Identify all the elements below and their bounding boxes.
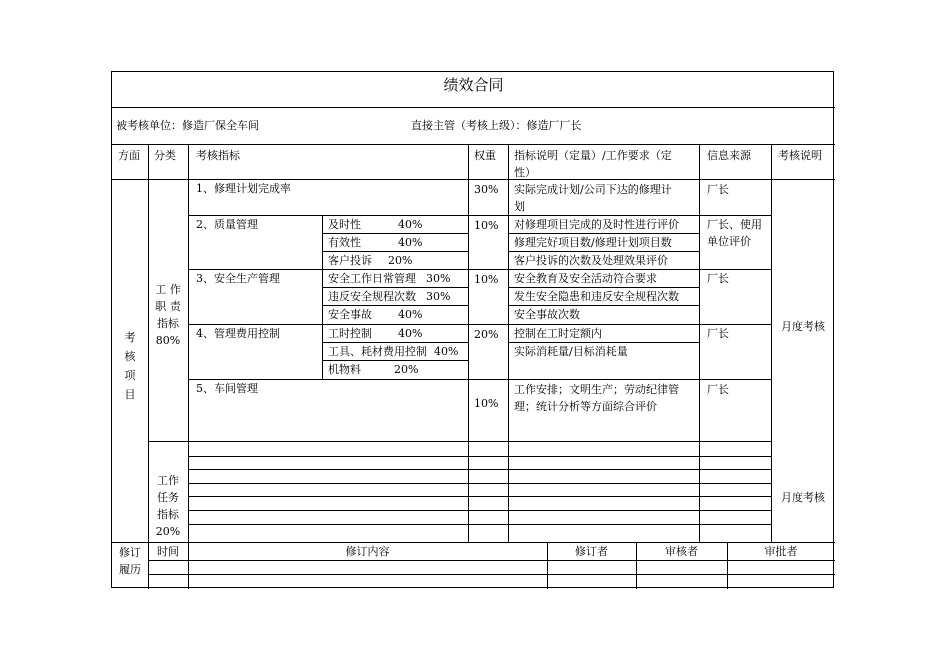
sub-indicator bbox=[324, 252, 468, 269]
revision-label-line: 履历 bbox=[119, 563, 141, 576]
rule bbox=[188, 144, 189, 589]
sub-description: 修理完好项目数/修理计划项目数 bbox=[514, 236, 672, 249]
revision-time-header: 时间 bbox=[157, 545, 179, 558]
indicator-source: 厂长 bbox=[707, 272, 729, 285]
sub-indicator bbox=[324, 216, 468, 233]
category-line: 任务 bbox=[157, 491, 179, 504]
category-line: 20% bbox=[155, 525, 181, 538]
description-line: 划 bbox=[514, 200, 525, 213]
sub-indicator bbox=[324, 270, 468, 287]
category-line: 工 作 bbox=[155, 283, 181, 296]
sub-indicator-name: 安全事故 bbox=[328, 308, 372, 321]
indicator-name: 4、管理费用控制 bbox=[196, 327, 280, 340]
rule bbox=[188, 483, 771, 484]
aspect-label bbox=[112, 328, 148, 404]
indicator-name: 1、修理计划完成率 bbox=[196, 182, 291, 195]
rule bbox=[148, 441, 771, 442]
indicator-description bbox=[510, 381, 700, 415]
sub-indicator-percent: 30% bbox=[426, 272, 451, 285]
direct-supervisor-label: 直接主管（考核上级）： bbox=[411, 119, 527, 132]
description-line: 工作安排；文明生产；劳动纪律管 bbox=[514, 383, 679, 396]
direct-supervisor-value: 修造厂厂长 bbox=[526, 119, 582, 132]
rule bbox=[188, 496, 771, 497]
sub-indicator-percent: 20% bbox=[388, 254, 413, 267]
source-line: 单位评价 bbox=[707, 235, 751, 248]
sub-description: 控制在工时定额内 bbox=[514, 327, 602, 340]
category-work-tasks bbox=[148, 472, 188, 540]
sub-indicator-percent: 30% bbox=[426, 290, 451, 303]
source-line: 厂长、使用 bbox=[707, 218, 762, 231]
rule bbox=[188, 469, 771, 470]
rule bbox=[148, 574, 835, 575]
rule bbox=[112, 107, 835, 108]
sub-indicator-name: 工具、耗材费用控制 bbox=[328, 345, 427, 358]
assessed-unit-label: 被考核单位： bbox=[116, 119, 182, 132]
approver-header: 审批者 bbox=[764, 545, 798, 558]
revision-label-line: 修订 bbox=[119, 546, 141, 559]
sub-indicator-percent: 20% bbox=[394, 363, 419, 376]
aspect-char: 项 bbox=[124, 369, 136, 382]
indicator-weight: 20% bbox=[474, 328, 499, 341]
rule bbox=[112, 144, 835, 145]
revision-content-header: 修订内容 bbox=[345, 545, 390, 558]
header-weight: 权重 bbox=[474, 149, 496, 162]
indicator-name: 3、安全生产管理 bbox=[196, 272, 280, 285]
header-source: 信息来源 bbox=[707, 149, 751, 162]
rule bbox=[468, 144, 469, 542]
indicator-weight: 10% bbox=[474, 219, 499, 232]
sub-indicator-name: 有效性 bbox=[328, 236, 361, 249]
rule bbox=[188, 524, 771, 525]
sub-indicator-name: 安全工作日常管理 bbox=[328, 272, 416, 285]
sub-indicator-percent: 40% bbox=[398, 327, 423, 340]
sub-indicator bbox=[324, 288, 468, 305]
assessed-unit bbox=[116, 117, 396, 134]
category-line: 指标 bbox=[157, 317, 179, 330]
rule bbox=[322, 215, 323, 379]
header-aspect: 方面 bbox=[118, 149, 140, 162]
indicator-name: 2、质量管理 bbox=[196, 218, 258, 231]
sub-indicator-name: 工时控制 bbox=[328, 327, 372, 340]
sub-description: 客户投诉的次数及处理效果评价 bbox=[514, 254, 668, 267]
description-line: 实际完成计划/公司下达的修理计 bbox=[514, 183, 672, 196]
indicator-name: 5、车间管理 bbox=[196, 382, 258, 395]
sub-indicator-percent: 40% bbox=[398, 236, 423, 249]
sub-description: 实际消耗量/目标消耗量 bbox=[514, 345, 628, 358]
rule bbox=[771, 144, 772, 542]
indicator-description bbox=[510, 181, 700, 215]
reviewer-header: 审核者 bbox=[665, 545, 698, 558]
assessed-unit-value: 修造厂保全车间 bbox=[182, 119, 259, 132]
sub-indicator bbox=[324, 306, 468, 323]
indicator-source bbox=[703, 216, 771, 250]
category-line: 80% bbox=[155, 334, 181, 347]
sub-indicator-name: 机物料 bbox=[328, 363, 361, 376]
sub-indicator-percent: 40% bbox=[398, 308, 423, 321]
sub-indicator-percent: 40% bbox=[398, 218, 423, 231]
rule bbox=[148, 560, 835, 561]
sub-indicator-percent: 40% bbox=[434, 345, 459, 358]
direct-supervisor bbox=[411, 117, 711, 134]
indicator-source: 厂长 bbox=[707, 327, 729, 340]
indicator-source: 厂长 bbox=[707, 183, 729, 196]
indicator-weight: 10% bbox=[474, 273, 499, 286]
sub-description: 安全教育及安全活动符合要求 bbox=[514, 272, 657, 285]
rule bbox=[508, 144, 509, 542]
header-description bbox=[510, 147, 700, 181]
header-description-line: 指标说明（定量）/工作要求（定 bbox=[514, 149, 672, 162]
rule bbox=[188, 456, 771, 457]
sub-description: 对修理项目完成的及时性进行评价 bbox=[514, 218, 679, 231]
header-note: 考核说明 bbox=[778, 149, 822, 162]
reviser-header: 修订者 bbox=[575, 545, 608, 558]
category-line: 工作 bbox=[157, 474, 179, 487]
header-category: 分类 bbox=[154, 149, 176, 162]
aspect-char: 目 bbox=[124, 388, 136, 401]
assessment-note: 月度考核 bbox=[781, 491, 825, 504]
indicator-weight: 30% bbox=[474, 183, 499, 196]
page-title: 绩效合同 bbox=[443, 76, 504, 94]
sub-indicator bbox=[324, 361, 468, 378]
performance-contract-table bbox=[111, 71, 834, 588]
category-job-duties bbox=[148, 281, 188, 349]
category-line: 职 责 bbox=[155, 300, 181, 313]
sub-indicator-name: 及时性 bbox=[328, 218, 361, 231]
aspect-char: 考 bbox=[124, 331, 136, 344]
indicator-weight: 10% bbox=[474, 397, 499, 410]
sub-description: 安全事故次数 bbox=[514, 308, 580, 321]
sub-indicator-name: 违反安全规程次数 bbox=[328, 290, 416, 303]
assessment-note: 月度考核 bbox=[781, 320, 825, 333]
aspect-char: 核 bbox=[124, 350, 136, 363]
description-line: 理；统计分析等方面综合评价 bbox=[514, 400, 657, 413]
sub-indicator-name: 客户投诉 bbox=[328, 254, 372, 267]
revision-history-label bbox=[112, 544, 148, 578]
header-description-line: 性） bbox=[514, 166, 536, 179]
sub-indicator bbox=[324, 325, 468, 342]
rule bbox=[188, 510, 771, 511]
sub-indicator bbox=[324, 343, 468, 360]
category-line: 指标 bbox=[157, 508, 179, 521]
sub-description: 发生安全隐患和违反安全规程次数 bbox=[514, 290, 679, 303]
indicator-source: 厂长 bbox=[707, 383, 729, 396]
header-indicator: 考核指标 bbox=[196, 149, 240, 162]
sub-indicator bbox=[324, 234, 468, 251]
